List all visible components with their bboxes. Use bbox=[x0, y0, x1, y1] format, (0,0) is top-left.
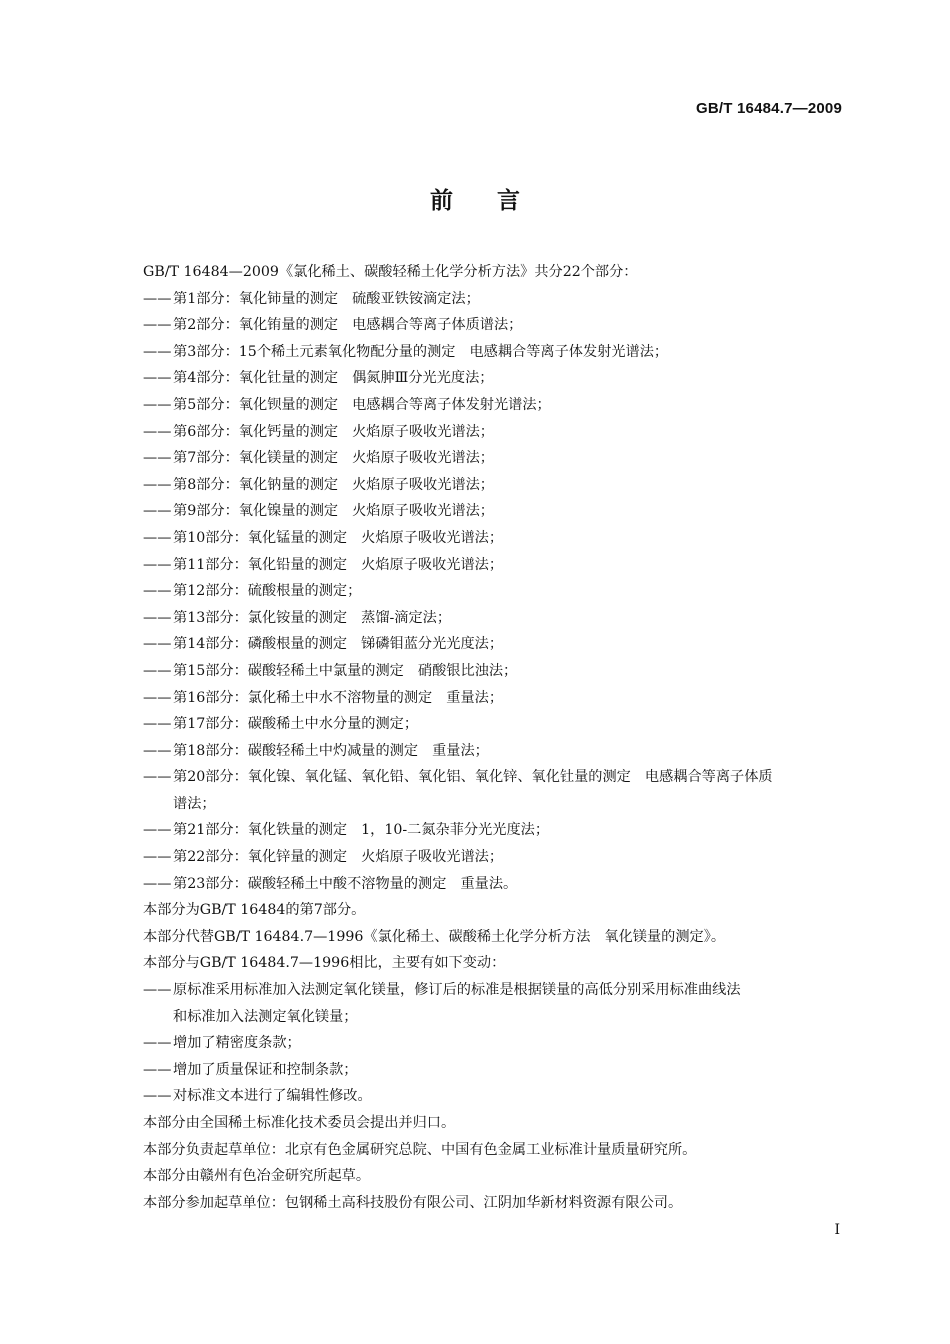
statement-text: 氧化镁量的测定》。 bbox=[604, 928, 726, 945]
em-dash: —— bbox=[143, 769, 172, 786]
parts-list bbox=[143, 286, 843, 898]
intro-line: GB/T 16484—2009《氯化稀土、碳酸轻稀土化学分析方法》共分22个部分： bbox=[143, 264, 638, 280]
item-text: 第10部分：氧化锰量的测定 bbox=[173, 529, 348, 546]
item-text: 第23部分：碳酸轻稀土中酸不溶物量的测定 bbox=[173, 875, 447, 892]
em-dash: —— bbox=[143, 982, 172, 999]
item-text: 增加了质量保证和控制条款； bbox=[173, 1061, 358, 1078]
em-dash: —— bbox=[143, 742, 172, 759]
item-method: 1，10-二氮杂菲分光光度法； bbox=[361, 822, 550, 839]
part-item bbox=[143, 419, 843, 446]
em-dash: —— bbox=[143, 583, 172, 600]
part-item bbox=[143, 445, 843, 472]
em-dash: —— bbox=[143, 716, 172, 733]
item-method: 火焰原子吸收光谱法； bbox=[352, 476, 494, 493]
page-number: I bbox=[834, 1222, 840, 1238]
item-text: 第4部分：氧化钍量的测定 bbox=[173, 370, 339, 387]
em-dash: —— bbox=[143, 822, 172, 839]
item-text: 第17部分：碳酸稀土中水分量的测定； bbox=[173, 716, 419, 733]
item-method: 火焰原子吸收光谱法； bbox=[352, 423, 494, 440]
item-text: 增加了精密度条款； bbox=[173, 1035, 301, 1052]
item-method: 硫酸亚铁铵滴定法； bbox=[352, 290, 480, 307]
item-method: 重量法； bbox=[446, 689, 504, 706]
item-text: 第9部分：氧化镍量的测定 bbox=[173, 503, 339, 520]
statement-line: 本部分为GB/T 16484的第7部分。 bbox=[143, 902, 366, 919]
em-dash: —— bbox=[143, 556, 172, 573]
part-item bbox=[143, 871, 843, 898]
part-item bbox=[143, 605, 843, 632]
em-dash: —— bbox=[143, 1035, 172, 1052]
item-text: 对标准文本进行了编辑性修改。 bbox=[173, 1088, 372, 1105]
part-item bbox=[143, 525, 843, 552]
em-dash: —— bbox=[143, 662, 172, 679]
foreword-body bbox=[143, 259, 843, 1216]
item-method: 硝酸银比浊法； bbox=[417, 662, 518, 679]
item-text: 第8部分：氧化钠量的测定 bbox=[173, 476, 339, 493]
em-dash: —— bbox=[143, 290, 172, 307]
change-item bbox=[143, 977, 843, 1004]
part-item bbox=[143, 711, 843, 738]
item-text: 第1部分：氧化铈量的测定 bbox=[173, 290, 339, 307]
part-item bbox=[143, 844, 843, 871]
item-text: 原标准采用标准加入法测定氧化镁量，修订后的标准是根据镁量的高低分别采用标准曲线法 bbox=[173, 982, 741, 999]
page-title: 前言 bbox=[430, 188, 564, 214]
item-method: 蒸馏-滴定法； bbox=[361, 609, 452, 626]
part-item bbox=[143, 312, 843, 339]
part-item bbox=[143, 498, 843, 525]
item-method: 火焰原子吸收光谱法； bbox=[352, 450, 494, 467]
em-dash: —— bbox=[143, 450, 172, 467]
standard-code: GB/T 16484.7—2009 bbox=[696, 100, 842, 117]
part-item-continuation: 谱法； bbox=[173, 795, 216, 812]
item-method: 重量法； bbox=[432, 742, 489, 759]
item-text: 第3部分：15个稀土元素氧化物配分量的测定 bbox=[173, 343, 456, 360]
change-item bbox=[143, 1057, 843, 1084]
em-dash: —— bbox=[143, 423, 172, 440]
item-method: 电感耦合等离子体质谱法； bbox=[352, 317, 523, 334]
item-method: 火焰原子吸收光谱法； bbox=[361, 849, 504, 866]
closing-line: 本部分由全国稀土标准化技术委员会提出并归口。 bbox=[143, 1115, 456, 1131]
change-item bbox=[143, 1030, 843, 1057]
em-dash: —— bbox=[143, 529, 172, 546]
part-item bbox=[143, 578, 843, 605]
item-text: 第18部分：碳酸轻稀土中灼减量的测定 bbox=[173, 742, 419, 759]
item-method: 火焰原子吸收光谱法； bbox=[361, 556, 504, 573]
em-dash: —— bbox=[143, 636, 172, 653]
item-text: 第20部分：氧化镍、氧化锰、氧化铅、氧化铝、氧化锌、氧化钍量的测定 bbox=[173, 769, 631, 786]
item-method: 火焰原子吸收光谱法； bbox=[352, 503, 494, 520]
part-item bbox=[143, 339, 843, 366]
part-item bbox=[143, 631, 843, 658]
part-item bbox=[143, 764, 843, 791]
em-dash: —— bbox=[143, 396, 172, 413]
item-text: 第21部分：氧化铁量的测定 bbox=[173, 822, 348, 839]
em-dash: —— bbox=[143, 1061, 172, 1078]
em-dash: —— bbox=[143, 370, 172, 387]
em-dash: —— bbox=[143, 1088, 172, 1105]
em-dash: —— bbox=[143, 689, 172, 706]
closing-line: 本部分负责起草单位：北京有色金属研究总院、中国有色金属工业标准计量质量研究所。 bbox=[143, 1141, 697, 1158]
em-dash: —— bbox=[143, 317, 172, 334]
changes-list bbox=[143, 977, 843, 1110]
item-method: 电感耦合等离子体质 bbox=[644, 769, 773, 786]
part-item bbox=[143, 738, 843, 765]
item-text: 第13部分：氯化铵量的测定 bbox=[173, 609, 348, 626]
statement-line: 本部分与GB/T 16484.7—1996相比，主要有如下变动： bbox=[143, 955, 506, 972]
closing-list bbox=[143, 1110, 843, 1216]
item-method: 偶氮胂Ⅲ分光光度法； bbox=[352, 370, 494, 387]
item-method: 电感耦合等离子体发射光谱法； bbox=[352, 396, 551, 413]
em-dash: —— bbox=[143, 476, 172, 493]
change-item-continuation: 和标准加入法测定氧化镁量； bbox=[173, 1008, 358, 1025]
em-dash: —— bbox=[143, 343, 172, 360]
em-dash: —— bbox=[143, 609, 172, 626]
change-item bbox=[143, 1083, 843, 1110]
item-text: 第2部分：氧化铕量的测定 bbox=[173, 317, 339, 334]
item-method: 重量法。 bbox=[460, 875, 518, 892]
part-item bbox=[143, 392, 843, 419]
em-dash: —— bbox=[143, 503, 172, 520]
item-method: 火焰原子吸收光谱法； bbox=[361, 529, 504, 546]
em-dash: —— bbox=[143, 849, 172, 866]
part-item bbox=[143, 552, 843, 579]
statement-line bbox=[143, 924, 843, 951]
item-text: 第15部分：碳酸轻稀土中氯量的测定 bbox=[173, 662, 404, 679]
item-text: 第11部分：氧化铅量的测定 bbox=[173, 556, 348, 573]
part-item bbox=[143, 685, 843, 712]
part-item bbox=[143, 658, 843, 685]
closing-line: 本部分参加起草单位：包钢稀土高科技股份有限公司、江阴加华新材料资源有限公司。 bbox=[143, 1194, 683, 1211]
item-text: 第14部分：磷酸根量的测定 bbox=[173, 636, 348, 653]
item-text: 第16部分：氯化稀土中水不溶物量的测定 bbox=[173, 689, 433, 706]
part-item bbox=[143, 817, 843, 844]
part-item bbox=[143, 472, 843, 499]
item-method: 锑磷钼蓝分光光度法； bbox=[361, 636, 504, 653]
closing-line: 本部分由赣州有色冶金研究所起草。 bbox=[143, 1168, 371, 1185]
item-method: 电感耦合等离子体发射光谱法； bbox=[469, 343, 669, 360]
item-text: 第5部分：氧化钡量的测定 bbox=[173, 396, 339, 413]
item-text: 第22部分：氧化锌量的测定 bbox=[173, 849, 348, 866]
part-item bbox=[143, 286, 843, 313]
item-text: 第12部分：硫酸根量的测定； bbox=[173, 583, 362, 600]
part-item bbox=[143, 365, 843, 392]
item-text: 第7部分：氧化镁量的测定 bbox=[173, 450, 339, 467]
statement-text: 本部分代替GB/T 16484.7—1996《氯化稀土、碳酸稀土化学分析方法 bbox=[143, 928, 591, 945]
item-text: 第6部分：氧化钙量的测定 bbox=[173, 423, 339, 440]
em-dash: —— bbox=[143, 875, 172, 892]
